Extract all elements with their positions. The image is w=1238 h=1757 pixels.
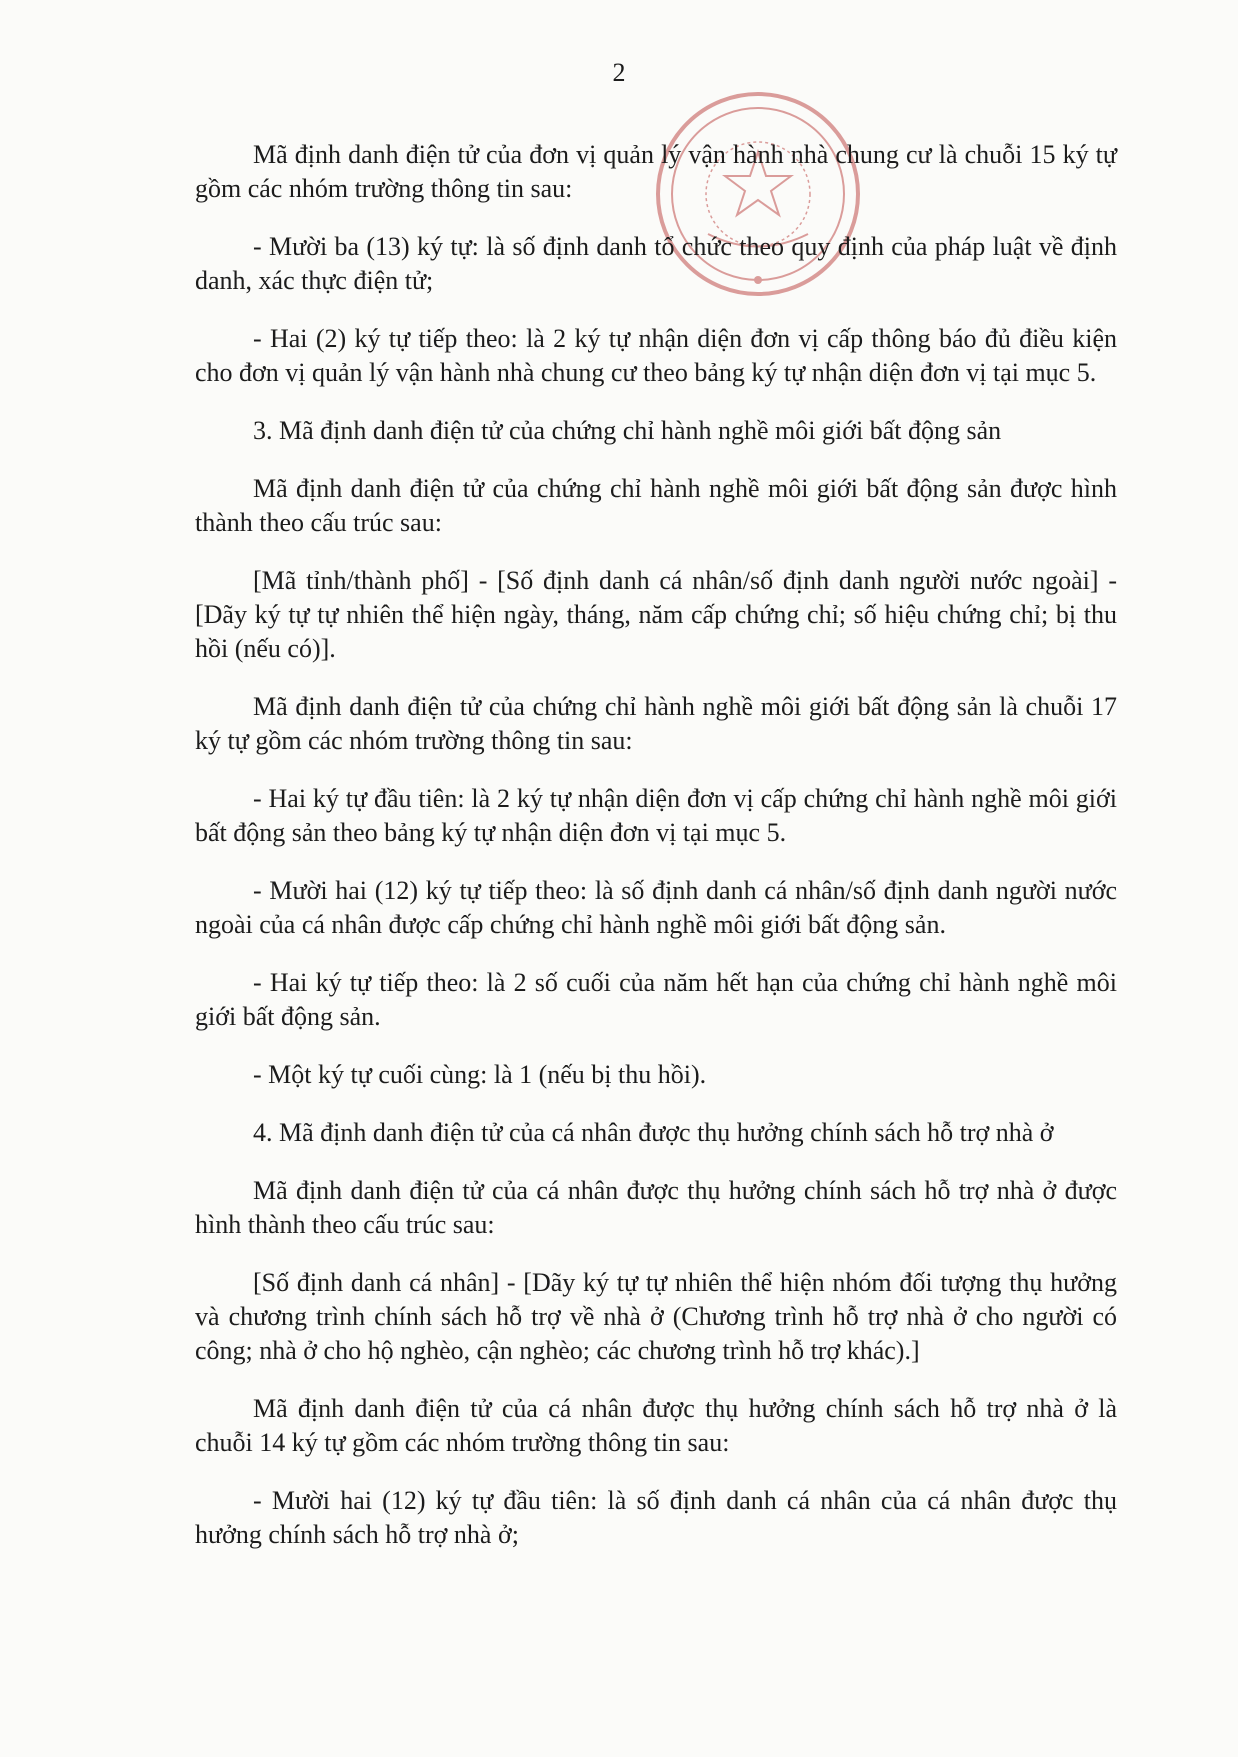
paragraph: - Mười hai (12) ký tự đầu tiên: là số định danh cá nhân của cá nhân được thụ hưởng chính sách hỗ trợ nhà ở; <box>195 1486 1117 1549</box>
paragraph: - Hai (2) ký tự tiếp theo: là 2 ký tự nhận diện đơn vị cấp thông báo đủ điều kiện cho đơn vị quản lý vận hành nhà chung cư theo bảng ký tự nhận diện đơn vị tại mục 5. <box>195 324 1117 387</box>
paragraph: Mã định danh điện tử của chứng chỉ hành nghề môi giới bất động sản là chuỗi 17 ký tự gồm các nhóm trường thông tin sau: <box>195 692 1117 755</box>
paragraph: - Mười ba (13) ký tự: là số định danh tổ chức theo quy định của pháp luật về định danh, xác thực điện tử; <box>195 232 1117 295</box>
paragraph: Mã định danh điện tử của đơn vị quản lý vận hành nhà chung cư là chuỗi 15 ký tự gồm các nhóm trường thông tin sau: <box>195 140 1117 203</box>
paragraph: Mã định danh điện tử của chứng chỉ hành nghề môi giới bất động sản được hình thành theo cấu trúc sau: <box>195 474 1117 537</box>
paragraph: - Mười hai (12) ký tự tiếp theo: là số định danh cá nhân/số định danh người nước ngoài của cá nhân được cấp chứng chỉ hành nghề môi giới bất động sản. <box>195 876 1117 939</box>
paragraph: Mã định danh điện tử của cá nhân được thụ hưởng chính sách hỗ trợ nhà ở là chuỗi 14 ký tự gồm các nhóm trường thông tin sau: <box>195 1394 1117 1457</box>
paragraph: - Một ký tự cuối cùng: là 1 (nếu bị thu hồi). <box>253 1060 707 1089</box>
section-heading: 3. Mã định danh điện tử của chứng chỉ hành nghề môi giới bất động sản <box>253 416 1002 445</box>
paragraph: Mã định danh điện tử của cá nhân được thụ hưởng chính sách hỗ trợ nhà ở được hình thành theo cấu trúc sau: <box>195 1176 1117 1239</box>
paragraph: - Hai ký tự đầu tiên: là 2 ký tự nhận diện đơn vị cấp chứng chỉ hành nghề môi giới bất động sản theo bảng ký tự nhận diện đơn vị tại mục 5. <box>195 784 1117 847</box>
section-heading: 4. Mã định danh điện tử của cá nhân được thụ hưởng chính sách hỗ trợ nhà ở <box>253 1118 1054 1147</box>
document-body <box>195 138 1117 1576</box>
page-number: 2 <box>612 58 626 87</box>
paragraph: [Số định danh cá nhân] - [Dãy ký tự tự nhiên thể hiện nhóm đối tượng thụ hưởng và chương trình chính sách hỗ trợ về nhà ở (Chương trình hỗ trợ nhà ở cho người có công; nhà ở cho hộ nghèo, cận nghèo; các chương trình hỗ trợ khác).] <box>195 1268 1117 1365</box>
paragraph: - Hai ký tự tiếp theo: là 2 số cuối của năm hết hạn của chứng chỉ hành nghề môi giới bất động sản. <box>195 968 1117 1031</box>
paragraph: [Mã tỉnh/thành phố] - [Số định danh cá nhân/số định danh người nước ngoài] - [Dãy ký tự tự nhiên thể hiện ngày, tháng, năm cấp chứng chỉ; số hiệu chứng chỉ; bị thu hồi (nếu có)]. <box>195 566 1117 663</box>
